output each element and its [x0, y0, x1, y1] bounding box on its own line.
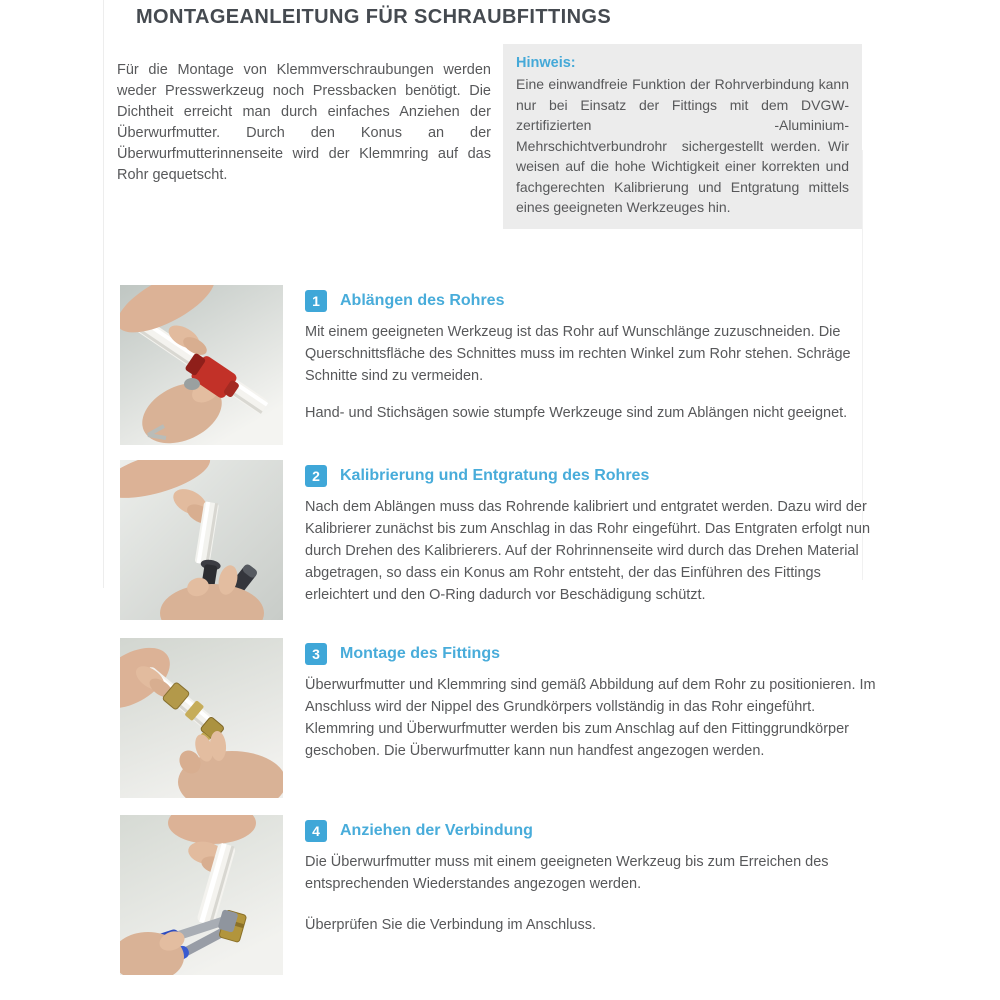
note-box: [503, 44, 862, 229]
step-row-4: [120, 815, 876, 975]
step-row-1: [120, 285, 876, 445]
step-number-badge: 2: [305, 465, 327, 487]
page-title: MONTAGEANLEITUNG FÜR SCHRAUBFITTINGS: [136, 6, 612, 28]
intro-paragraph: Für die Montage von Klemmverschraubungen werden weder Presswerkzeug noch Pressbacken benötigt. Die Dichtheit erreicht man durch einfaches Anziehen der Überwurfmutter. Durch den Konus an der Überwurfmutterinnenseite wird der Klemmring auf das Rohr gequetscht.: [117, 61, 491, 183]
step-row-3: [120, 638, 876, 798]
note-body: Eine einwandfreie Funktion der Rohrverbindung kann nur bei Einsatz der Fittings mit dem DVGW-zertifizierten -Aluminium-Mehrschichtverbundrohr sichergestellt werden. Wir weisen auf die hohe Wichtigkeit einer korrekten und fachgerechten Kalibrierung und Entgratung mittels eines geeigneten Werkzeuges hin.: [516, 76, 849, 215]
step-body-secondary: Hand- und Stichsägen sowie stumpfe Werkzeuge sind zum Ablängen nicht geeignet.: [305, 405, 848, 421]
page-edge-line-left: [103, 0, 104, 588]
step-body: Mit einem geeigneten Werkzeug ist das Rohr auf Wunschlänge zuzuschneiden. Die Querschnittsfläche des Schnittes muss im rechten Winkel zum Rohr stehen. Schräge Schnitte sind zu vermeiden.: [305, 324, 851, 384]
step-number-badge: 4: [305, 820, 327, 842]
step-row-2: [120, 460, 876, 620]
note-label: Hinweis:: [516, 55, 576, 71]
photo-fitting-mounting: [120, 638, 283, 798]
step-header-3: [305, 643, 876, 665]
photo-pipe-cutting: [120, 285, 283, 445]
step-title: Kalibrierung und Entgratung des Rohres: [340, 467, 650, 484]
step-number-badge: 3: [305, 643, 327, 665]
step-title: Anziehen der Verbindung: [340, 822, 533, 839]
step-content-2: [305, 460, 876, 620]
step-content-4: [305, 815, 876, 975]
step-content-1: [305, 285, 876, 445]
step-body: Nach dem Ablängen muss das Rohrende kalibriert und entgratet werden. Dazu wird der Kalibrierer zunächst bis zum Anschlag in das Rohr eingeführt. Das Entgraten erfolgt nun durch Drehen des Kalibrierers. Auf der Rohrinnenseite wird durch das Drehen Material abgetragen, so dass ein Konus am Rohr entsteht, der das Einführen des Fittings erleichtert und den O-Ring dadurch vor Beschädigung schützt.: [305, 499, 871, 603]
step-body: Überwurfmutter und Klemmring sind gemäß Abbildung auf dem Rohr zu positionieren. Im Anschluss wird der Nippel des Grundkörpers vollständig in das Rohr eingeführt. Klemmring und Überwurfmutter werden bis zum Anschlag auf den Fittinggrundkörper geschoben. Die Überwurfmutter kann nun handfest angezogen werden.: [305, 677, 876, 759]
step-body-secondary: Überprüfen Sie die Verbindung im Anschluss.: [305, 917, 596, 933]
step-header-1: [305, 290, 876, 312]
step-title: Ablängen des Rohres: [340, 292, 505, 309]
step-content-3: [305, 638, 876, 798]
photo-connection-tightening: [120, 815, 283, 975]
photo-pipe-calibrating: [120, 460, 283, 620]
step-header-4: [305, 820, 876, 842]
step-title: Montage des Fittings: [340, 645, 500, 662]
step-number-badge: 1: [305, 290, 327, 312]
step-header-2: [305, 465, 876, 487]
step-body: Die Überwurfmutter muss mit einem geeigneten Werkzeug bis zum Erreichen des entsprechenden Wiederstandes angezogen werden.: [305, 854, 829, 892]
